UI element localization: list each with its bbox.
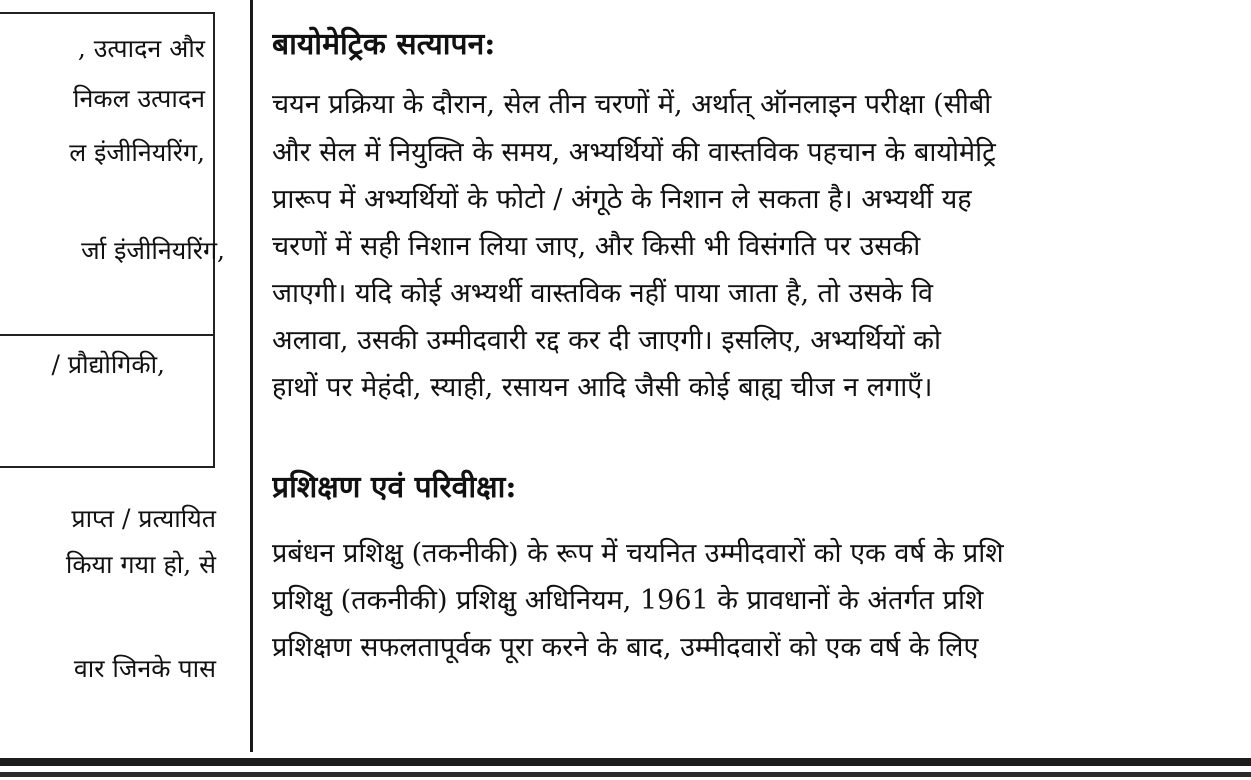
table-row-divider xyxy=(0,334,213,336)
paragraph-line: चयन प्रक्रिया के दौरान, सेल तीन चरणों में, अर्थात् ऑनलाइन परीक्षा (सीबी xyxy=(272,89,992,120)
table-cell-2-line-1: / प्रौद्योगिकी, xyxy=(51,350,165,379)
left-column xyxy=(0,0,250,758)
bottom-rule-thin xyxy=(0,772,1251,777)
left-line-3: वार जिनके पास xyxy=(73,654,216,683)
column-separator xyxy=(250,0,253,752)
paragraph-line: और सेल में नियुक्ति के समय, अभ्यर्थियों की वास्तविक पहचान के बायोमेट्रि xyxy=(272,137,996,168)
table-cell-1-line-2: निकल उत्पादन xyxy=(73,84,205,113)
paragraph-line: प्रारूप में अभ्यर्थियों के फोटो / अंगूठे के निशान ले सकता है। अभ्यर्थी यह xyxy=(272,184,972,215)
paragraph-line: प्रशिक्षु (तकनीकी) प्रशिक्षु अधिनियम, 1961 के प्रावधानों के अंतर्गत प्रशि xyxy=(272,585,984,616)
paragraph-line: अलावा, उसकी उम्मीदवारी रद्द कर दी जाएगी। इसलिए, अभ्यर्थियों को xyxy=(272,325,941,356)
right-column xyxy=(272,0,1251,758)
table-cell-1-line-4: र्जा इंजीनियरिंग, xyxy=(81,236,225,265)
paragraph-line: प्रबंधन प्रशिक्षु (तकनीकी) के रूप में चयनित उम्मीदवारों को एक वर्ष के प्रशि xyxy=(272,538,1004,569)
table-cell-1-line-1: , उत्पादन और xyxy=(77,34,205,63)
left-line-1: प्राप्त / प्रत्यायित xyxy=(71,504,216,533)
section-heading-biometric: बायोमेट्रिक सत्यापन: xyxy=(272,27,496,62)
eligibility-table xyxy=(0,12,225,468)
paragraph-line: प्रशिक्षण सफलतापूर्वक पूरा करने के बाद, उम्मीदवारों को एक वर्ष के लिए xyxy=(272,632,979,663)
table-cell-1-line-3: ल इंजीनियरिंग, xyxy=(69,138,205,167)
paragraph-line: चरणों में सही निशान लिया जाए, और किसी भी विसंगति पर उसकी xyxy=(272,231,921,262)
paragraph-line: जाएगी। यदि कोई अभ्यर्थी वास्तविक नहीं पाया जाता है, तो उसके वि xyxy=(272,278,933,309)
bottom-rule-thick xyxy=(0,758,1251,766)
section-heading-training: प्रशिक्षण एवं परिवीक्षा: xyxy=(272,470,517,505)
paragraph-line: हाथों पर मेहंदी, स्याही, रसायन आदि जैसी कोई बाह्य चीज न लगाएँ। xyxy=(272,372,933,403)
left-line-2: किया गया हो, से xyxy=(65,550,216,579)
